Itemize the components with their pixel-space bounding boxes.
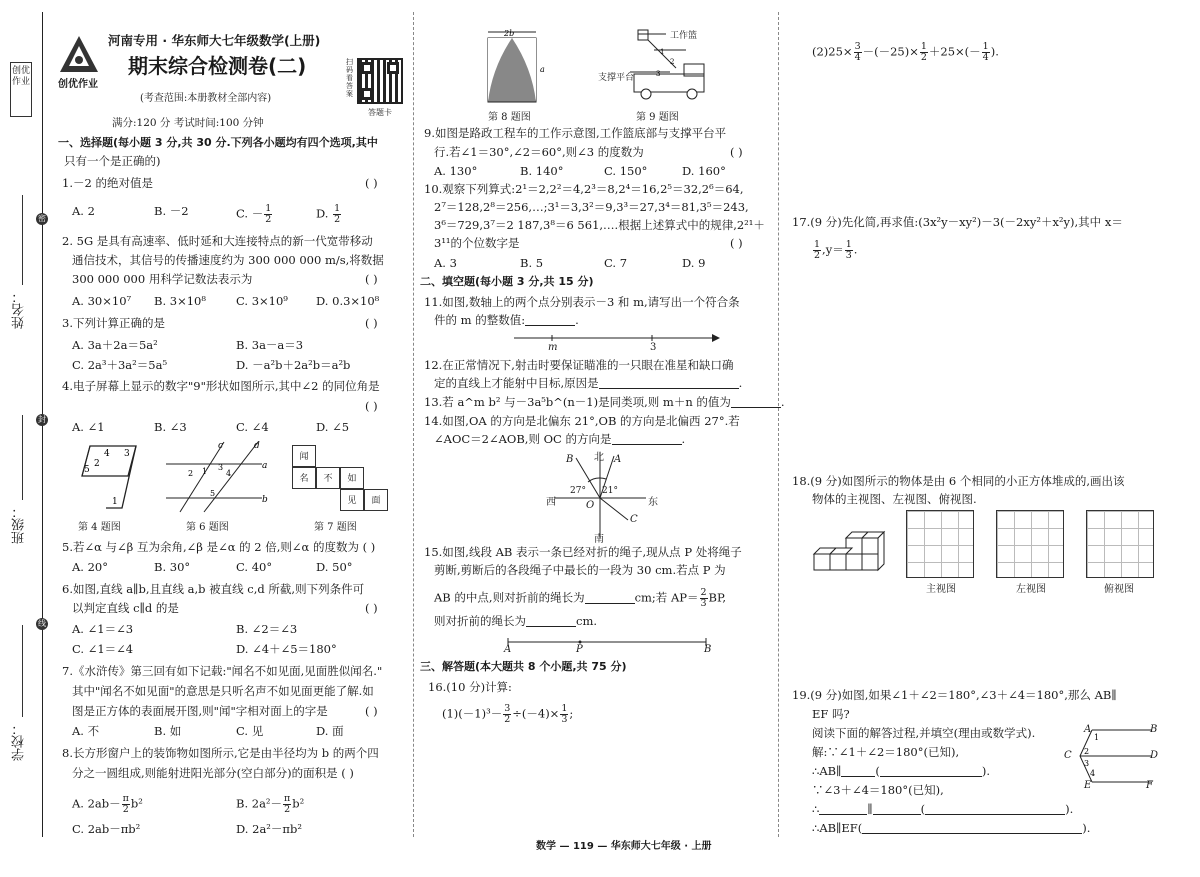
svg-text:3: 3 — [218, 463, 224, 472]
q10-line-1: 10.观察下列算式:2¹＝2,2²＝4,2³＝8,2⁴＝16,2⁵＝32,2⁶＝64, — [424, 182, 744, 196]
q9-option-a[interactable]: A. 130° — [434, 164, 478, 178]
net-cell: 如 — [340, 467, 364, 489]
svg-text:d: d — [254, 441, 260, 451]
q19-line-6: ∵∠3＋∠4＝180°(已知), — [812, 783, 944, 797]
q14-line-1: 14.如图,OA 的方向是北偏东 21°,OB 的方向是北偏西 27°.若 — [424, 414, 740, 428]
net-cell: 名 — [292, 467, 316, 489]
compass-east: 东 — [648, 497, 658, 508]
svg-text:4: 4 — [104, 449, 110, 459]
svg-text:5: 5 — [210, 489, 216, 498]
figure-6-parallel-lines — [158, 438, 268, 514]
q15-line-2: 剪断,剪断后的各段绳子中最长的一段为 30 cm.若点 P 为 — [434, 563, 726, 577]
svg-text:2: 2 — [1084, 747, 1090, 756]
page-footer: 数学 — 119 — 华东师大七年级 · 上册 — [536, 841, 712, 852]
svg-text:2: 2 — [188, 469, 194, 478]
q19-label-f: F — [1146, 780, 1153, 791]
q12-line-2: 定的直线上才能射中目标,原因是 . — [434, 376, 743, 390]
q10-option-c[interactable]: C. 7 — [604, 256, 628, 270]
section-1-heading-2: 只有一个是正确的) — [64, 154, 161, 168]
q7-option-d[interactable]: D. 面 — [316, 724, 344, 738]
q4-option-c[interactable]: C. ∠4 — [236, 420, 269, 434]
column-divider-2 — [778, 12, 779, 837]
q10-option-a[interactable]: A. 3 — [434, 256, 457, 270]
q7-option-a[interactable]: A. 不 — [72, 724, 100, 738]
q2-paren[interactable]: ( ) — [365, 272, 378, 286]
q4-paren[interactable]: ( ) — [365, 399, 378, 413]
q13-answer-blank[interactable] — [731, 396, 781, 408]
q4-stem: 4.电子屏幕上显示的数字"9"形状如图所示,其中∠2 的同位角是 — [62, 379, 380, 393]
q16-part-2: (2)25× $\frac{3}{4}$ －(－25)× $\frac{1}{2}$ ＋25×(－ $\frac{1}{4}$ ). — [812, 41, 999, 63]
section-3-heading: 三、解答题(本大题共 8 个小题,共 75 分) — [420, 660, 627, 673]
svg-text:1: 1 — [660, 48, 665, 56]
net-cell: 不 — [316, 467, 340, 489]
compass-b: B — [566, 454, 574, 465]
net-cell: 面 — [364, 489, 388, 511]
q4-option-b[interactable]: B. ∠3 — [154, 420, 187, 434]
q9-option-b[interactable]: B. 140° — [520, 164, 564, 178]
q5-option-a[interactable]: A. 20° — [72, 560, 108, 574]
compass-angle-27: 27° — [570, 486, 586, 496]
top-view-grid[interactable] — [1086, 510, 1154, 578]
q19-label-a: A — [1084, 724, 1092, 735]
top-view-caption: 俯视图 — [1104, 584, 1134, 595]
q3-stem: 3.下列计算正确的是 — [62, 316, 165, 330]
figure-9-caption: 第 9 题图 — [636, 112, 679, 123]
q7-option-b[interactable]: B. 如 — [154, 724, 182, 738]
q1-paren[interactable]: ( ) — [365, 176, 378, 190]
seal-mark-3: 线 — [38, 619, 46, 628]
figure-8-window — [484, 28, 548, 106]
q12-answer-blank[interactable] — [599, 377, 739, 389]
q11-line-1: 11.如图,数轴上的两个点分别表示－3 和 m,请写出一个符合条 — [424, 295, 740, 309]
section-2-heading: 二、填空题(每小题 3 分,共 15 分) — [420, 275, 594, 288]
q7-line-1: 7.《水浒传》第三回有如下记载:"闻名不如见面,见面胜似闻名." — [62, 664, 383, 678]
q2-line-1: 2. 5G 是具有高速率、低时延和大连接特点的新一代宽带移动 — [62, 234, 373, 248]
q19-blank-3[interactable] — [819, 803, 867, 815]
q15-segment-figure — [504, 636, 712, 648]
q2-option-d[interactable]: D. 0.3×10⁸ — [316, 294, 380, 308]
q3-option-a[interactable]: A. 3a＋2a＝5a² — [72, 338, 158, 352]
q4-option-d[interactable]: D. ∠5 — [316, 420, 350, 434]
q19-blank-4[interactable] — [873, 803, 921, 815]
q10-option-d[interactable]: D. 9 — [682, 256, 706, 270]
svg-text:3: 3 — [124, 449, 130, 459]
q17-line-2: $\frac{1}{2}$ ,y＝ $\frac{1}{3}$ . — [814, 239, 858, 261]
q11-line-2: 件的 m 的整数值: . — [434, 313, 579, 327]
compass-south: 南 — [594, 534, 604, 545]
q19-line-4: 解:∵∠1＋∠2＝180°(已知), — [812, 745, 960, 759]
name-label: 姓名： — [12, 290, 27, 329]
compass-o: O — [586, 500, 595, 511]
q12-line-1: 12.在正常情况下,射击时要保证瞄准的一只眼在准星和缺口确 — [424, 358, 734, 372]
figure-8-caption: 第 8 题图 — [488, 112, 531, 123]
q3-option-c[interactable]: C. 2a³＋3a²＝5a⁵ — [72, 358, 168, 372]
svg-text:1: 1 — [202, 467, 208, 476]
q19-blank-1[interactable] — [841, 765, 875, 777]
svg-text:a: a — [262, 461, 268, 471]
q8-option-c[interactable]: C. 2ab－πb² — [72, 822, 141, 836]
q15-label-a: A — [504, 644, 512, 655]
q19-label-b: B — [1150, 724, 1158, 735]
svg-text:1: 1 — [112, 497, 118, 507]
q19-label-d: D — [1150, 750, 1159, 761]
q5-option-d[interactable]: D. 50° — [316, 560, 353, 574]
brand-name: 创优作业 — [58, 79, 98, 90]
q2-line-2: 通信技术，其信号的传播速度约为 300 000 000 m/s,将数据 — [72, 253, 384, 267]
scope-note: (考查范围:本册教材全部内容) — [140, 93, 272, 104]
q2-option-c[interactable]: C. 3×10⁹ — [236, 294, 288, 308]
figure-7-caption: 第 7 题图 — [314, 522, 357, 533]
q15-label-b: B — [704, 644, 712, 655]
score-time: 满分:120 分 考试时间:100 分钟 — [112, 117, 264, 129]
q9-line-1: 9.如图是路政工程车的工作示意图,工作篮底部与支撑平台平 — [424, 126, 727, 140]
class-label: 班级： — [12, 505, 27, 544]
q6-option-c[interactable]: C. ∠1＝∠4 — [72, 642, 134, 656]
compass-angle-21: 21° — [602, 486, 618, 496]
left-view-caption: 左视图 — [1016, 584, 1046, 595]
q19-label-c: C — [1064, 750, 1072, 761]
qr-caption: 答题卡 — [368, 108, 392, 117]
q6-option-a[interactable]: A. ∠1＝∠3 — [72, 622, 134, 636]
svg-text:b: b — [262, 495, 268, 505]
svg-text:2: 2 — [670, 58, 675, 66]
figure-4-caption: 第 4 题图 — [78, 522, 121, 533]
q11-number-line — [512, 330, 722, 356]
q19-blank-2[interactable] — [880, 765, 982, 777]
q10-line-2: 2⁷＝128,2⁸＝256,…;3¹＝3,3²＝9,3³＝27,3⁴＝81,3⁵＝243, — [434, 200, 749, 214]
q1-option-a[interactable]: A. 2 — [72, 204, 95, 218]
q16-part-1: (1)(－1)³－ $\frac{3}{2}$ ÷(－4)× $\frac{1}{3}$ ; — [442, 703, 574, 725]
q9-paren[interactable]: ( ) — [730, 145, 743, 159]
svg-text:4: 4 — [1090, 769, 1096, 778]
name-field[interactable] — [22, 195, 23, 285]
q2-option-a[interactable]: A. 30×10⁷ — [72, 294, 132, 308]
series-title: 河南专用 · 华东师大七年级数学(上册) — [108, 33, 321, 48]
compass-west: 西 — [546, 497, 556, 508]
net-cell: 见 — [340, 489, 364, 511]
q1-option-c[interactable]: C. － $\frac{1}{2}$ — [236, 203, 272, 225]
q15-label-p: P — [576, 644, 583, 655]
compass-c: C — [630, 514, 638, 525]
q10-option-b[interactable]: B. 5 — [520, 256, 544, 270]
q7-line-3: 图是正方体的表面展开图,则"闻"字相对面上的字是 — [72, 704, 328, 718]
side-logo: 创优作业 — [10, 62, 32, 117]
q15-line-4: 则对折前的绳长为 cm. — [434, 614, 598, 628]
q14-answer-blank[interactable] — [612, 433, 682, 445]
section-1-heading: 一、选择题(每小题 3 分,共 30 分.下列各小题均有四个选项,其中 — [58, 136, 378, 149]
q8-option-b[interactable]: B. 2a²－ $\frac{\pi}{2}$ b² — [236, 793, 305, 815]
q10-line-3: 3⁶＝729,3⁷＝2 187,3⁸＝6 561,….根据上述算式中的规律,2²¹＋ — [434, 218, 765, 232]
q9-line-2: 行.若∠1＝30°,∠2＝60°,则∠3 的度数为 — [434, 145, 644, 159]
logo-emblem-icon — [58, 34, 100, 76]
figure-7-cube-net — [290, 443, 410, 515]
q15-line-3: AB 的中点,则对折前的绳长为 cm;若 AP＝ $\frac{2}{3}$ BP, — [434, 587, 727, 609]
svg-text:3: 3 — [656, 70, 661, 78]
class-field[interactable] — [22, 415, 23, 500]
q7-line-2: 其中"闻名不如见面"的意思是只听名声不如见面更能了解.如 — [72, 684, 374, 698]
q8-line-2: 分之一圆组成,则能射进阳光部分(空白部分)的面积是 ( ) — [72, 766, 354, 780]
compass-north: 北 — [594, 452, 604, 463]
q6-option-d[interactable]: D. ∠4＋∠5＝180° — [236, 642, 337, 656]
q6-paren[interactable]: ( ) — [365, 601, 378, 615]
figure-6-caption: 第 6 题图 — [186, 522, 229, 533]
q19-line-5: ∴AB∥ ( ). — [812, 764, 991, 778]
qr-code[interactable] — [357, 58, 403, 104]
svg-text:2b: 2b — [504, 29, 515, 38]
q15-answer-blank-1[interactable] — [585, 592, 635, 604]
qr-side-text: 扫码看答案 — [346, 58, 353, 98]
q19-line-8: ∴AB∥EF( ). — [812, 821, 1091, 835]
q9-option-d[interactable]: D. 160° — [682, 164, 726, 178]
q11-label-3: 3 — [650, 342, 657, 353]
q7-paren[interactable]: ( ) — [365, 704, 378, 718]
svg-text:2: 2 — [94, 459, 100, 469]
seal-mark-2: 封 — [38, 415, 46, 424]
left-view-grid[interactable] — [996, 510, 1064, 578]
q5-option-c[interactable]: C. 40° — [236, 560, 273, 574]
figure-9-label-platform: 支撑平台 — [598, 73, 635, 83]
q19-label-e: E — [1084, 780, 1092, 791]
brand-logo — [58, 34, 100, 76]
q10-line-4: 3¹¹的个位数字是 — [434, 236, 520, 250]
q3-paren[interactable]: ( ) — [365, 316, 378, 330]
q13-text: 13.若 a^m b² 与－3a⁵b^(n－1)是同类项,则 m＋n 的值为 . — [424, 395, 785, 409]
q19-line-3: 阅读下面的解答过程,并填空(理由或数学式). — [812, 726, 1036, 740]
svg-text:3: 3 — [1084, 759, 1090, 768]
q10-paren[interactable]: ( ) — [730, 236, 743, 250]
compass-a: A — [614, 454, 622, 465]
q11-answer-blank[interactable] — [525, 314, 575, 326]
q19-line-7: ∴ ∥ ( ). — [812, 802, 1074, 816]
q19-line-1: 19.(9 分)如图,如果∠1＋∠2＝180°,∠3＋∠4＝180°,那么 AB∥ — [792, 688, 1117, 702]
q3-option-b[interactable]: B. 3a－a＝3 — [236, 338, 304, 352]
q14-line-2: ∠AOC＝2∠AOB,则 OC 的方向是 . — [434, 432, 686, 446]
q1-option-d[interactable]: D. $\frac{1}{2}$ — [316, 203, 341, 225]
svg-text:5: 5 — [84, 465, 90, 475]
q15-line-1: 15.如图,线段 AB 表示一条已经对折的绳子,现从点 P 处将绳子 — [424, 545, 742, 559]
q6-line-1: 6.如图,直线 a∥b,且直线 a,b 被直线 c,d 所截,则下列条件可 — [62, 582, 365, 596]
q1-stem: 1.－2 的绝对值是 — [62, 176, 153, 190]
column-divider-1 — [413, 12, 414, 837]
school-field[interactable] — [22, 625, 23, 717]
q5-stem: 5.若∠α 与∠β 互为余角,∠β 是∠α 的 2 倍,则∠α 的度数为 ( ) — [62, 540, 376, 554]
q9-option-c[interactable]: C. 150° — [604, 164, 648, 178]
q6-option-b[interactable]: B. ∠2＝∠3 — [236, 622, 298, 636]
svg-text:c: c — [218, 441, 224, 451]
svg-text:4: 4 — [226, 469, 232, 478]
q7-option-c[interactable]: C. 见 — [236, 724, 264, 738]
front-view-grid[interactable] — [906, 510, 974, 578]
q19-line-2: EF 吗? — [812, 707, 850, 721]
q4-option-a[interactable]: A. ∠1 — [72, 420, 105, 434]
q11-label-m: m — [548, 342, 558, 353]
q16-stem: 16.(10 分)计算: — [428, 680, 512, 694]
page-title: 期末综合检测卷(二) — [128, 54, 307, 78]
q1-option-b[interactable]: B. －2 — [154, 204, 189, 218]
svg-text:1: 1 — [1094, 733, 1100, 742]
q6-line-2: 以判定直线 c∥d 的是 — [72, 601, 179, 615]
q5-option-b[interactable]: B. 30° — [154, 560, 191, 574]
q8-line-1: 8.长方形窗户上的装饰物如图所示,它是由半径均为 b 的两个四 — [62, 746, 379, 760]
figure-9-truck — [600, 28, 716, 104]
figure-9-label-basket: 工作篮 — [670, 31, 698, 41]
figure-4-digit-nine — [76, 442, 140, 512]
q3-option-d[interactable]: D. －a²b＋2a²b＝a²b — [236, 358, 351, 372]
q19-blank-6[interactable] — [862, 822, 1082, 834]
net-cell: 闻 — [292, 445, 316, 467]
q15-answer-blank-2[interactable] — [526, 615, 576, 627]
q18-line-1: 18.(9 分)如图所示的物体是由 6 个相同的小正方体堆成的,画出该 — [792, 474, 1125, 488]
q18-cube-stack — [810, 526, 886, 578]
svg-text:a: a — [540, 65, 545, 74]
school-label: 学校： — [12, 722, 27, 761]
q2-line-3: 300 000 000 用科学记数法表示为 — [72, 272, 253, 286]
q19-blank-5[interactable] — [925, 803, 1065, 815]
seal-mark-1: 密 — [38, 214, 46, 223]
front-view-caption: 主视图 — [926, 584, 956, 595]
q18-line-2: 物体的主视图、左视图、俯视图. — [812, 492, 977, 506]
q17-line-1: 17.(9 分)先化简,再求值:(3x²y－xy²)－3(－2xy²＋x²y),其中 x＝ — [792, 215, 1123, 229]
q2-option-b[interactable]: B. 3×10⁸ — [154, 294, 206, 308]
q8-option-a[interactable]: A. 2ab－ $\frac{\pi}{2}$ b² — [72, 793, 143, 815]
q8-option-d[interactable]: D. 2a²－πb² — [236, 822, 302, 836]
